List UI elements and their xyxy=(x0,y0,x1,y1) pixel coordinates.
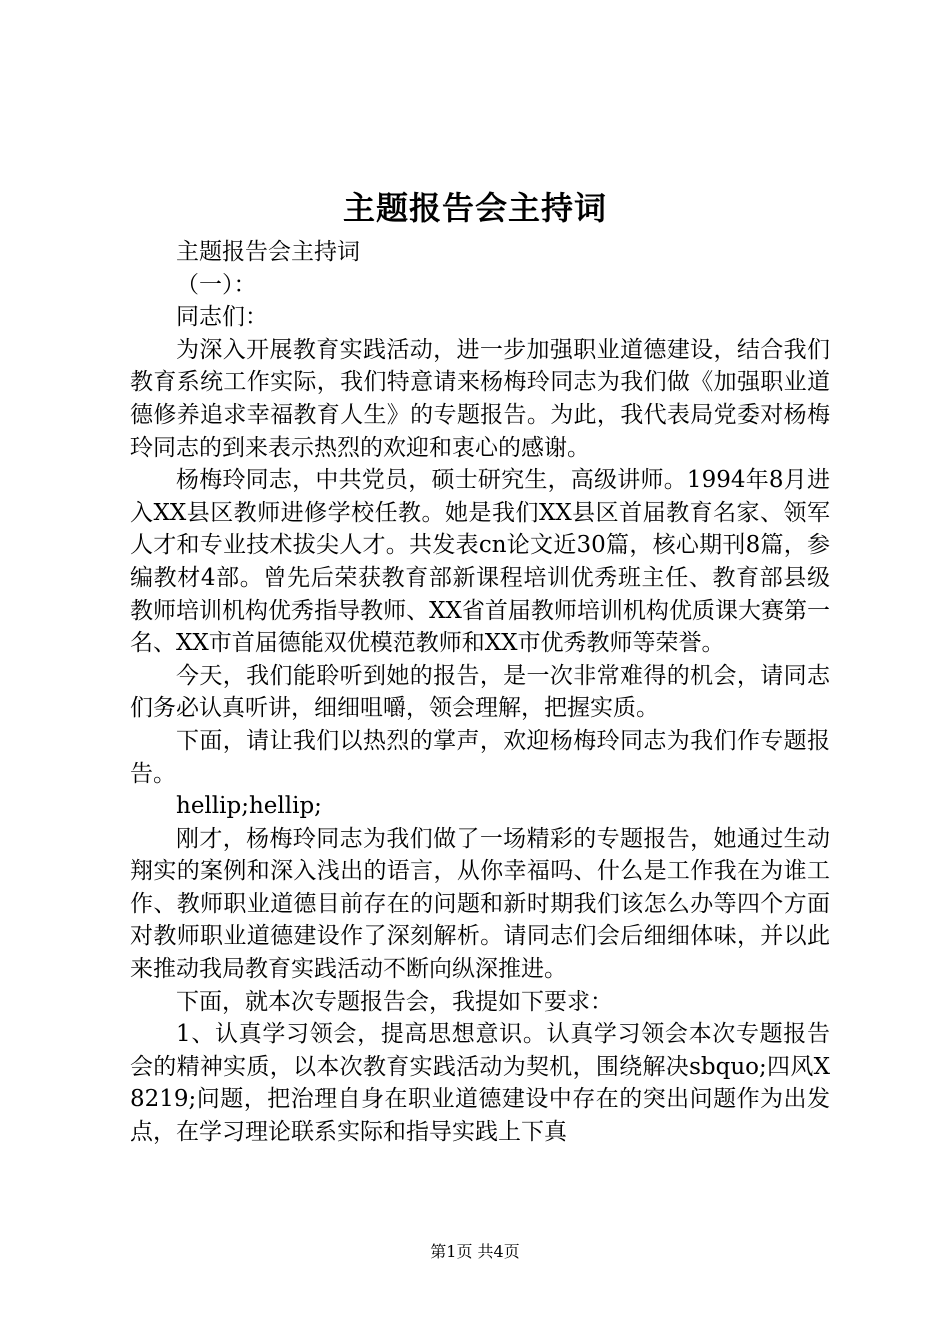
paragraph: hellip;hellip; xyxy=(176,793,322,820)
document-body xyxy=(130,236,830,1149)
paragraph: 下面，请让我们以热烈的掌声，欢迎杨梅玲同志为我们作专题报告。 xyxy=(130,727,830,787)
paragraph: 今天，我们能聆听到她的报告，是一次非常难得的机会，请同志们务必认真听讲，细细咀嚼，领会理解，把握实质。 xyxy=(130,662,830,722)
paragraph: 1、认真学习领会，提高思想意识。认真学习领会本次专题报告会的精神实质，以本次教育实践活动为契机，围绕解决sbquo;四风X8219;问题，把治理自身在职业道德建设中存在的突出问题作为出发点，在学习理论联系实际和指导实践上下真 xyxy=(130,1021,830,1146)
paragraph: 刚才，杨梅玲同志为我们做了一场精彩的专题报告，她通过生动翔实的案例和深入浅出的语言，从你幸福吗、什么是工作我在为谁工作、教师职业道德目前存在的问题和新时期我们该怎么办等四个方面对教师职业道德建设作了深刻解析。请同志们会后细细体味，并以此来推动我局教育实践活动不断向纵深推进。 xyxy=(130,825,830,983)
paragraph: （一）： xyxy=(176,271,257,298)
paragraph: 杨梅玲同志，中共党员，硕士研究生，高级讲师。1994年8月进入XX县区教师进修学校任教。她是我们XX县区首届教育名家、领军人才和专业技术拔尖人才。共发表cn论文近30篇，核心期刊8篇，参编教材4部。曾先后荣获教育部新课程培训优秀班主任、教育部县级教师培训机构优秀指导教师、XX省首届教师培训机构优质课大赛第一名、XX市首届德能双优模范教师和XX市优秀教师等荣誉。 xyxy=(130,467,830,657)
document-title: 主题报告会主持词 xyxy=(342,189,607,227)
page-number-footer: 第1页 共4页 xyxy=(430,1242,520,1261)
paragraph: 下面，就本次专题报告会，我提如下要求： xyxy=(176,988,613,1015)
paragraph: 同志们： xyxy=(176,304,268,331)
paragraph: 主题报告会主持词 xyxy=(176,239,360,265)
paragraph: 为深入开展教育实践活动，进一步加强职业道德建设，结合我们教育系统工作实际，我们特意请来杨梅玲同志为我们做《加强职业道德修养追求幸福教育人生》的专题报告。为此，我代表局党委对杨梅玲同志的到来表示热烈的欢迎和衷心的感谢。 xyxy=(130,336,830,461)
